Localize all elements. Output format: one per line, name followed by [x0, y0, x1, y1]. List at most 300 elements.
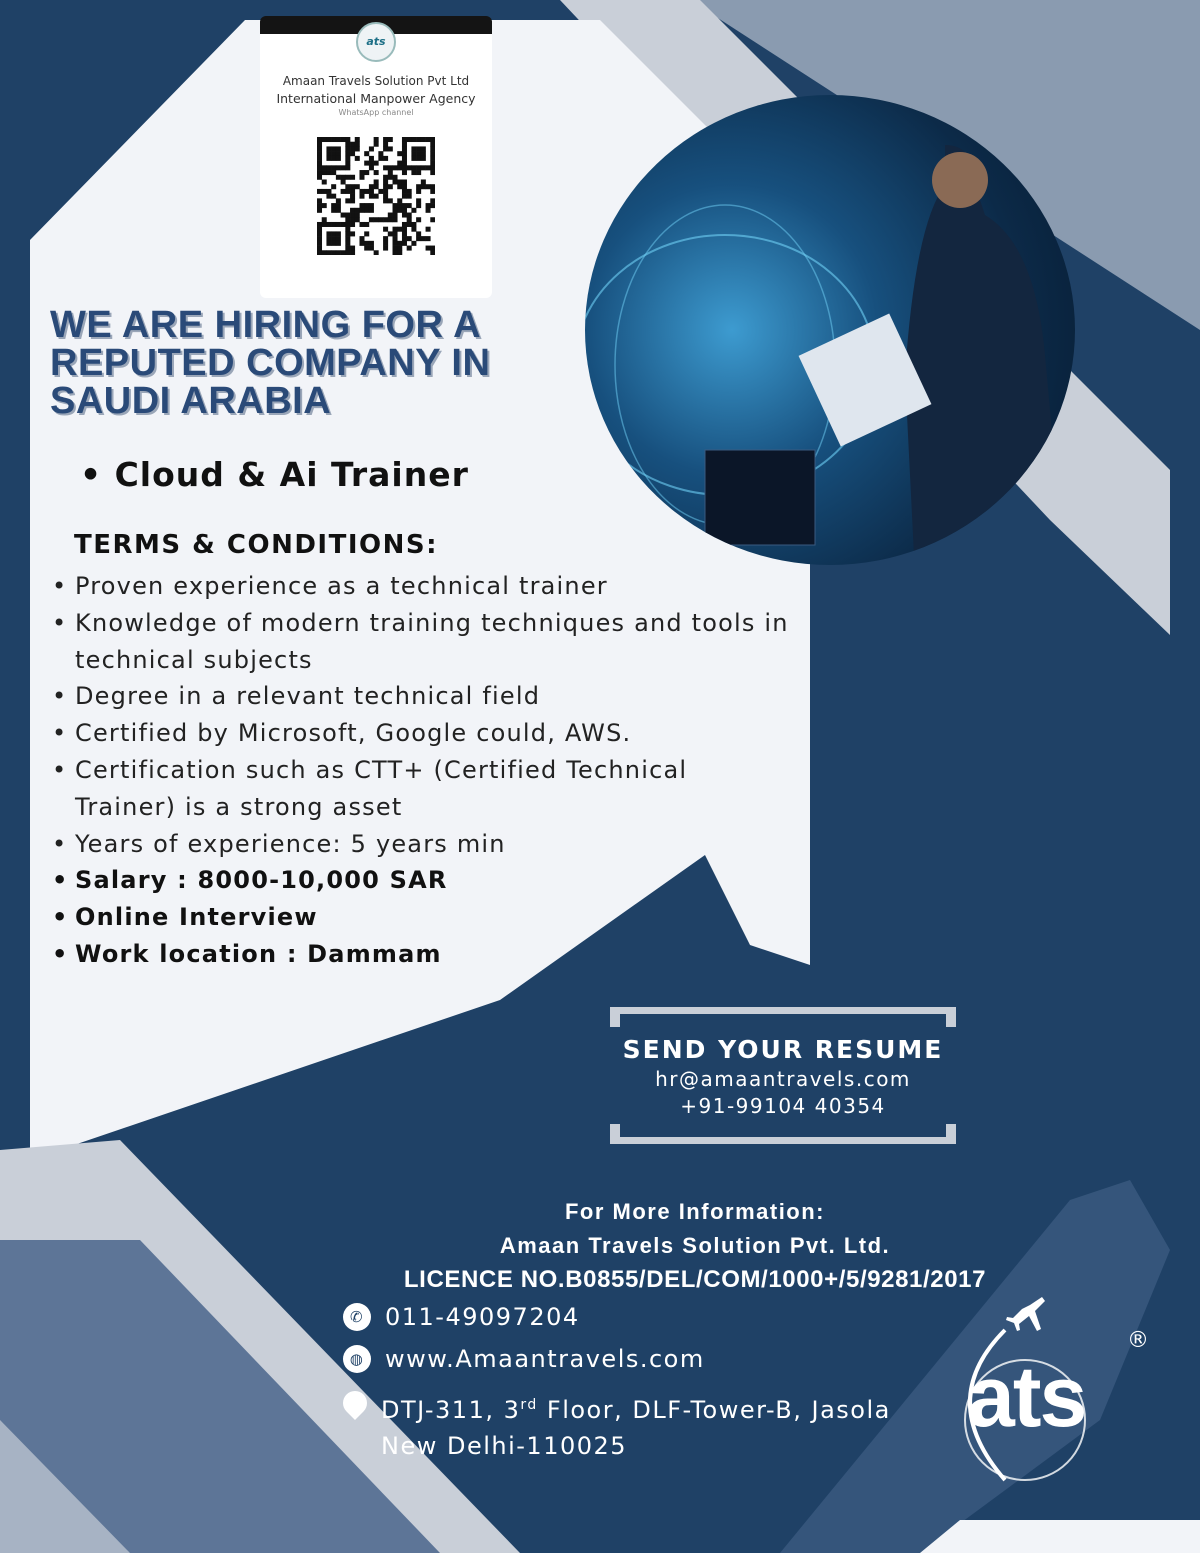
- address-line2: New Delhi-110025: [381, 1432, 628, 1460]
- contact-phone[interactable]: [343, 1303, 580, 1331]
- qr-module: [430, 217, 435, 222]
- qr-module: [430, 161, 435, 166]
- qr-module: [317, 165, 322, 170]
- qr-module: [397, 241, 402, 246]
- qr-module: [369, 208, 374, 213]
- qr-module: [317, 161, 322, 166]
- qr-module: [317, 231, 322, 236]
- qr-module: [421, 236, 426, 241]
- registered-mark: ®: [1127, 1328, 1149, 1353]
- qr-module: [350, 189, 355, 194]
- info-company: Amaan Travels Solution Pvt. Ltd.: [499, 1233, 891, 1258]
- qr-module: [364, 241, 369, 246]
- qr-module: [369, 241, 374, 246]
- qr-module: [345, 175, 350, 180]
- qr-module: [364, 151, 369, 156]
- terms-title: TERMS & CONDITIONS:: [74, 530, 438, 560]
- qr-code[interactable]: [317, 137, 435, 255]
- qr-module: [411, 165, 416, 170]
- qr-module: [407, 222, 412, 227]
- qr-module: [397, 227, 402, 232]
- qr-module: [350, 146, 355, 151]
- qr-module: [416, 189, 421, 194]
- send-resume-box: [610, 1007, 956, 1144]
- qr-module: [369, 165, 374, 170]
- qr-module: [359, 222, 364, 227]
- qr-module: [341, 165, 346, 170]
- qr-module: [345, 198, 350, 203]
- ats-brand-logo: [945, 1290, 1165, 1490]
- qr-module: [336, 250, 341, 255]
- qr-module: [364, 208, 369, 213]
- qr-module: [407, 246, 412, 251]
- qr-module: [336, 241, 341, 246]
- job-role: • Cloud & Ai Trainer: [80, 455, 469, 494]
- qr-module: [326, 189, 331, 194]
- headline-line: REPUTED COMPANY IN: [50, 342, 491, 384]
- qr-module: [359, 203, 364, 208]
- qr-module: [345, 213, 350, 218]
- qr-module: [411, 241, 416, 246]
- qr-module: [369, 189, 374, 194]
- qr-module: [393, 179, 398, 184]
- qr-module: [374, 137, 379, 142]
- qr-module: [326, 236, 331, 241]
- qr-module: [317, 151, 322, 156]
- qr-module: [326, 156, 331, 161]
- qr-module: [383, 156, 388, 161]
- qr-module: [322, 189, 327, 194]
- qr-module: [336, 198, 341, 203]
- qr-module: [411, 151, 416, 156]
- qr-module: [416, 156, 421, 161]
- qr-module: [402, 146, 407, 151]
- qr-module: [426, 137, 431, 142]
- qr-module: [383, 236, 388, 241]
- qr-module: [345, 161, 350, 166]
- qr-module: [393, 236, 398, 241]
- qr-module: [430, 142, 435, 147]
- qr-module: [326, 231, 331, 236]
- qr-module: [331, 151, 336, 156]
- qr-module: [345, 227, 350, 232]
- qr-module: [426, 227, 431, 232]
- qr-module: [430, 170, 435, 175]
- qr-module: [426, 208, 431, 213]
- qr-module: [336, 203, 341, 208]
- qr-module: [331, 165, 336, 170]
- qr-module: [374, 142, 379, 147]
- qr-module: [397, 151, 402, 156]
- qr-module: [336, 175, 341, 180]
- qr-module: [317, 246, 322, 251]
- qr-module: [378, 217, 383, 222]
- qr-module: [402, 170, 407, 175]
- address-line1-pre: DTJ-311, 3: [381, 1396, 521, 1424]
- qr-module: [393, 208, 398, 213]
- frame-bar-bottom: [610, 1124, 956, 1144]
- resume-email-link[interactable]: hr@amaantravels.com: [655, 1067, 911, 1091]
- hero-photo-businessman-globe: [585, 95, 1075, 565]
- qr-module: [411, 222, 416, 227]
- qr-module: [416, 146, 421, 151]
- qr-module: [350, 208, 355, 213]
- qr-module: [359, 170, 364, 175]
- qr-module: [317, 236, 322, 241]
- qr-module: [430, 203, 435, 208]
- qr-module: [388, 146, 393, 151]
- qr-module: [364, 222, 369, 227]
- qr-module: [355, 184, 360, 189]
- qr-module: [359, 241, 364, 246]
- qr-card-company: Amaan Travels Solution Pvt Ltd: [282, 74, 470, 88]
- location-pin-icon: [338, 1386, 372, 1420]
- qr-module: [402, 231, 407, 236]
- qr-module: [336, 208, 341, 213]
- qr-module: [393, 241, 398, 246]
- qr-module: [331, 170, 336, 175]
- qr-module: [331, 222, 336, 227]
- qr-module: [402, 194, 407, 199]
- qr-module: [364, 189, 369, 194]
- qr-module: [393, 250, 398, 255]
- qr-module: [350, 175, 355, 180]
- phone-text: 011-49097204: [385, 1303, 580, 1331]
- qr-module: [359, 236, 364, 241]
- qr-module: [411, 170, 416, 175]
- qr-module: [402, 184, 407, 189]
- qr-module: [421, 165, 426, 170]
- qr-module: [359, 189, 364, 194]
- qr-module: [383, 184, 388, 189]
- qr-module: [383, 198, 388, 203]
- qr-module: [345, 236, 350, 241]
- qr-module: [388, 175, 393, 180]
- qr-module: [402, 179, 407, 184]
- qr-module: [407, 236, 412, 241]
- qr-module: [430, 250, 435, 255]
- qr-module: [411, 146, 416, 151]
- qr-module: [345, 250, 350, 255]
- qr-module: [426, 165, 431, 170]
- qr-module: [388, 213, 393, 218]
- qr-module: [430, 198, 435, 203]
- qr-module: [369, 184, 374, 189]
- qr-module: [345, 151, 350, 156]
- qr-module: [374, 250, 379, 255]
- terms-item: • Certified by Microsoft, Google could, AWS.: [52, 715, 792, 752]
- contact-website[interactable]: [343, 1345, 705, 1373]
- qr-module: [402, 208, 407, 213]
- qr-module: [322, 137, 327, 142]
- qr-module: [317, 198, 322, 203]
- qr-module: [416, 236, 421, 241]
- qr-module: [369, 203, 374, 208]
- terms-item: • Work location : Dammam: [52, 936, 792, 973]
- qr-module: [383, 175, 388, 180]
- qr-module: [369, 246, 374, 251]
- qr-module: [374, 161, 379, 166]
- qr-module: [393, 217, 398, 222]
- qr-module: [345, 246, 350, 251]
- qr-module: [355, 156, 360, 161]
- qr-module: [350, 217, 355, 222]
- qr-module: [369, 217, 374, 222]
- qr-module: [345, 137, 350, 142]
- qr-module: [317, 146, 322, 151]
- qr-module: [350, 142, 355, 147]
- qr-module: [402, 227, 407, 232]
- qr-module: [374, 179, 379, 184]
- qr-card-caption: WhatsApp channel: [338, 108, 414, 117]
- qr-module: [397, 165, 402, 170]
- qr-module: [350, 194, 355, 199]
- qr-module: [402, 161, 407, 166]
- qr-module: [378, 189, 383, 194]
- qr-module: [416, 231, 421, 236]
- qr-module: [378, 151, 383, 156]
- qr-module: [317, 175, 322, 180]
- qr-module: [402, 241, 407, 246]
- qr-module: [317, 250, 322, 255]
- qr-module: [393, 213, 398, 218]
- qr-module: [416, 151, 421, 156]
- headline-line: SAUDI ARABIA: [50, 380, 332, 422]
- qr-module: [350, 222, 355, 227]
- qr-module: [383, 194, 388, 199]
- qr-module: [416, 198, 421, 203]
- qr-module: [402, 213, 407, 218]
- qr-module: [359, 194, 364, 199]
- qr-module: [393, 231, 398, 236]
- qr-module: [326, 194, 331, 199]
- qr-module: [430, 246, 435, 251]
- qr-module: [411, 208, 416, 213]
- qr-module: [331, 146, 336, 151]
- qr-module: [331, 156, 336, 161]
- qr-module: [345, 217, 350, 222]
- ats-logo-text: ats: [967, 1349, 1086, 1445]
- qr-module: [407, 203, 412, 208]
- qr-module: [345, 222, 350, 227]
- qr-module: [388, 170, 393, 175]
- qr-module: [322, 170, 327, 175]
- address-line1-post: Floor, DLF-Tower-B, Jasola: [537, 1396, 891, 1424]
- qr-module: [336, 137, 341, 142]
- qr-module: [331, 194, 336, 199]
- qr-module: [355, 142, 360, 147]
- qr-module: [407, 194, 412, 199]
- qr-module: [317, 189, 322, 194]
- qr-module: [341, 222, 346, 227]
- qr-module: [369, 161, 374, 166]
- qr-module: [341, 213, 346, 218]
- terms-list: [52, 568, 792, 973]
- qr-module: [355, 146, 360, 151]
- qr-module: [331, 241, 336, 246]
- qr-module: [421, 179, 426, 184]
- qr-module: [383, 165, 388, 170]
- resume-title: SEND YOUR RESUME: [622, 1035, 944, 1064]
- qr-module: [364, 231, 369, 236]
- qr-module: [402, 236, 407, 241]
- qr-module: [331, 208, 336, 213]
- qr-module: [345, 146, 350, 151]
- resume-phone[interactable]: +91-99104 40354: [680, 1094, 886, 1118]
- qr-module: [393, 203, 398, 208]
- qr-module: [345, 156, 350, 161]
- info-heading: For More Information:: [564, 1199, 826, 1224]
- qr-module: [430, 189, 435, 194]
- qr-module: [383, 227, 388, 232]
- qr-module: [350, 250, 355, 255]
- qr-module: [364, 203, 369, 208]
- terms-item: • Online Interview: [52, 899, 792, 936]
- qr-module: [350, 246, 355, 251]
- qr-module: [397, 246, 402, 251]
- qr-module: [364, 161, 369, 166]
- qr-module: [322, 250, 327, 255]
- qr-module: [421, 156, 426, 161]
- qr-module: [407, 137, 412, 142]
- qr-module: [393, 165, 398, 170]
- qr-module: [383, 241, 388, 246]
- qr-module: [331, 236, 336, 241]
- qr-module: [407, 217, 412, 222]
- qr-module: [345, 142, 350, 147]
- licence-number: LICENCE NO.B0855/DEL/COM/1000+/5/9281/2017: [403, 1266, 987, 1293]
- qr-module: [430, 165, 435, 170]
- qr-module: [374, 184, 379, 189]
- qr-module: [402, 165, 407, 170]
- qr-module: [317, 222, 322, 227]
- qr-module: [341, 250, 346, 255]
- qr-module: [388, 184, 393, 189]
- qr-module: [416, 165, 421, 170]
- qr-module: [317, 156, 322, 161]
- page-title: [50, 306, 490, 420]
- terms-item: • Knowledge of modern training techniques and tools in technical subjects: [52, 605, 792, 679]
- qr-module: [317, 142, 322, 147]
- qr-module: [345, 189, 350, 194]
- globe-icon: ◍: [343, 1345, 371, 1373]
- qr-module: [393, 175, 398, 180]
- qr-module: [388, 198, 393, 203]
- qr-module: [383, 246, 388, 251]
- qr-module: [421, 184, 426, 189]
- address-sup: rd: [520, 1397, 538, 1413]
- qr-module: [383, 189, 388, 194]
- qr-module: [326, 170, 331, 175]
- qr-module: [355, 217, 360, 222]
- qr-module: [383, 217, 388, 222]
- terms-item: • Salary : 8000-10,000 SAR: [52, 862, 792, 899]
- whatsapp-qr-card[interactable]: [260, 16, 492, 298]
- qr-module: [359, 175, 364, 180]
- phone-icon: ✆: [343, 1303, 371, 1331]
- qr-module: [393, 246, 398, 251]
- qr-module: [326, 165, 331, 170]
- qr-module: [416, 170, 421, 175]
- qr-module: [388, 165, 393, 170]
- qr-module: [397, 179, 402, 184]
- qr-module: [407, 213, 412, 218]
- qr-module: [317, 170, 322, 175]
- qr-module: [336, 165, 341, 170]
- qr-module: [397, 208, 402, 213]
- qr-module: [322, 165, 327, 170]
- qr-module: [355, 213, 360, 218]
- qr-module: [326, 151, 331, 156]
- qr-module: [317, 208, 322, 213]
- qr-module: [402, 222, 407, 227]
- qr-module: [402, 142, 407, 147]
- qr-module: [322, 217, 327, 222]
- qr-module: [402, 137, 407, 142]
- qr-module: [397, 250, 402, 255]
- qr-module: [355, 208, 360, 213]
- qr-card-subtitle: International Manpower Agency: [276, 91, 476, 106]
- terms-item: • Degree in a relevant technical field: [52, 678, 792, 715]
- qr-module: [331, 231, 336, 236]
- qr-module: [331, 184, 336, 189]
- qr-module: [430, 137, 435, 142]
- terms-item: • Proven experience as a technical trainer: [52, 568, 792, 605]
- qr-module: [350, 198, 355, 203]
- qr-module: [345, 231, 350, 236]
- qr-module: [402, 203, 407, 208]
- headline-line: WE ARE HIRING FOR A: [50, 304, 482, 346]
- qr-module: [369, 146, 374, 151]
- qr-module: [426, 184, 431, 189]
- qr-module: [388, 217, 393, 222]
- qr-module: [407, 165, 412, 170]
- qr-module: [416, 217, 421, 222]
- qr-module: [397, 198, 402, 203]
- qr-module: [411, 137, 416, 142]
- qr-module: [374, 217, 379, 222]
- qr-module: [345, 165, 350, 170]
- qr-module: [421, 137, 426, 142]
- qr-module: [345, 241, 350, 246]
- qr-module: [411, 227, 416, 232]
- qr-module: [397, 161, 402, 166]
- qr-module: [326, 146, 331, 151]
- qr-module: [350, 151, 355, 156]
- qr-module: [322, 222, 327, 227]
- qr-module: [326, 241, 331, 246]
- qr-module: [416, 203, 421, 208]
- qr-module: [331, 250, 336, 255]
- qr-module: [426, 236, 431, 241]
- qr-module: [388, 137, 393, 142]
- qr-module: [430, 156, 435, 161]
- qr-module: [336, 146, 341, 151]
- qr-module: [322, 179, 327, 184]
- qr-module: [355, 137, 360, 142]
- qr-module: [426, 246, 431, 251]
- qr-module: [336, 222, 341, 227]
- more-info: [340, 1195, 1050, 1297]
- qr-module: [383, 142, 388, 147]
- qr-module: [402, 151, 407, 156]
- qr-module: [336, 156, 341, 161]
- qr-module: [416, 137, 421, 142]
- qr-card-logo: ats: [356, 22, 396, 62]
- qr-module: [378, 156, 383, 161]
- qr-module: [350, 213, 355, 218]
- qr-module: [374, 170, 379, 175]
